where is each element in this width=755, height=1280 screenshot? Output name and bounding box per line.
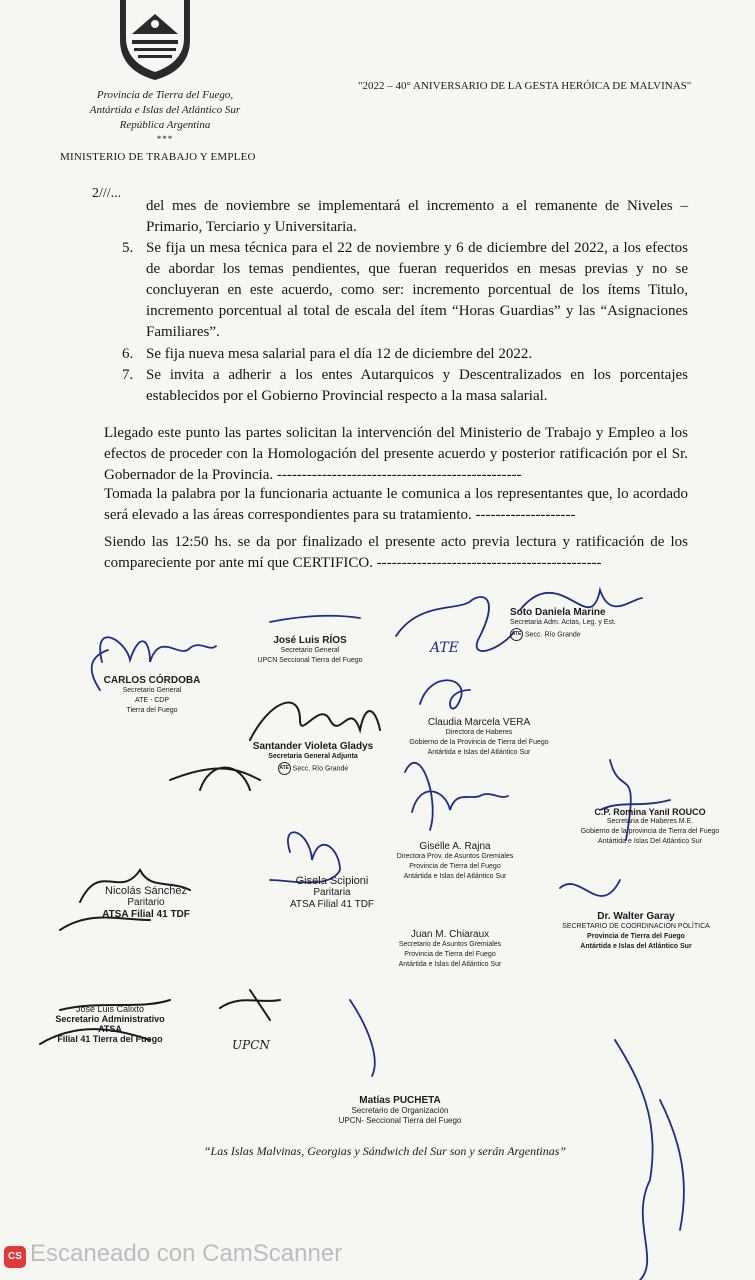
signature-block: [250, 636, 370, 666]
signature-block: [404, 718, 554, 758]
signature-block: [248, 742, 378, 775]
camscanner-logo-icon: CS: [4, 1246, 26, 1268]
signatory-name: Gisela Scipioni: [295, 875, 369, 887]
list-item: [122, 344, 688, 365]
signatory-role: Antártida e Islas del Atlántico Sur: [403, 873, 507, 880]
signature-block: [76, 886, 216, 920]
signature-block: [40, 1004, 180, 1044]
paragraph: Llegado este punto las partes solicitan la intervención del Ministerio de Trabajo y Empleo a los efectos de proceder con la Homologación del presente acuerdo y posterior ratificación por el Sr. Gobernador de la Provincia. -------------------------------------------------: [104, 425, 688, 483]
list-item-number: 7.: [122, 367, 134, 383]
closing-motto: “Las Islas Malvinas, Georgias y Sándwich del Sur son y serán Argentinas”: [203, 1144, 567, 1158]
signatory-role: Secretario General: [280, 647, 340, 654]
continuation-text: del mes de noviembre se implementará el incremento a el remanente de Niveles – Primario, Terciario y Universitaria.: [146, 198, 688, 235]
signatory-role: Provincia de Tierra del Fuego: [404, 951, 496, 958]
signatory-role: UPCN- Seccional Tierra del Fuego: [338, 1116, 462, 1125]
list-item: [122, 365, 688, 407]
coat-of-arms-icon: [112, 0, 198, 80]
paragraph: Tomada la palabra por la funcionaria actuante le comunica a los representantes que, lo acordado será elevado a las áreas correspondientes para su tratamiento. --------------------: [104, 486, 688, 523]
signatory-role: Paritaria: [313, 887, 351, 898]
signatory-role: ATSA Filial 41 TDF: [102, 909, 190, 920]
signature-block: [330, 1096, 470, 1126]
signatory-name: C.P. Romina Yanil ROUCO: [594, 807, 706, 817]
signatory-name: Soto Daniela Marine: [510, 607, 606, 618]
signatory-role: Provincia de Tierra del Fuego: [587, 933, 685, 940]
signatory-role: ATE Secc. Río Grande: [510, 628, 640, 641]
signature-block: [510, 608, 640, 641]
list-item-text: Se invita a adherir a los entes Autarquicos y Descentralizados en los porcentajes establecidos por el Gobierno Provincial respecto a la masa salarial.: [146, 367, 688, 404]
signatory-role: Secretario General: [122, 687, 182, 694]
signatory-role: ATE Secc. Río Grande: [248, 762, 378, 775]
signatory-role: Secretario de Organización: [351, 1106, 449, 1115]
signatory-role: ATSA: [98, 1024, 122, 1034]
signatory-role: Secretaria de Haberes M.E.: [606, 818, 694, 825]
signatory-role: Tierra del Fuego: [126, 707, 178, 714]
signatory-role: Antártida e Islas del Atlántico Sur: [427, 749, 531, 756]
handwritten-ate: ATE: [430, 640, 459, 656]
province-line: Provincia de Tierra del Fuego,: [96, 89, 234, 101]
signatory-role: Directora Prov. de Asuntos Gremiales: [396, 853, 514, 860]
heading-stars: ***: [156, 134, 174, 144]
ministry-name: MINISTERIO DE TRABAJO Y EMPLEO: [60, 151, 256, 163]
signatory-role: Paritario: [127, 897, 165, 908]
signatory-name: Santander Violeta Gladys: [252, 741, 374, 752]
signatory-role: ATSA Filial 41 TDF: [289, 899, 375, 910]
signatory-role: Secretaria General Adjunta: [268, 753, 358, 760]
signatory-role: Antártida e Islas del Atlántico Sur: [398, 961, 502, 968]
signatory-name: CARLOS CÓRDOBA: [103, 675, 201, 686]
province-line: Antártida e Islas del Atlántico Sur: [89, 104, 241, 116]
signatory-role: SECRETARIO DE COORDINACIÓN POLÍTICA: [562, 923, 710, 930]
province-line: República Argentina: [119, 119, 211, 131]
signature-block: [556, 912, 716, 952]
signatory-role: Antártida e Islas del Atlántico Sur: [580, 943, 692, 950]
signatory-name: Juan M. Chiaraux: [410, 929, 490, 940]
page-number: 2///...: [92, 186, 122, 201]
signatory-name: Jose Luis Calixto: [75, 1004, 145, 1014]
handwritten-upcn: UPCN: [232, 1038, 270, 1052]
signature-block: [262, 876, 402, 910]
list-item-number: 6.: [122, 346, 134, 362]
signatory-name: Giselle A. Rajna: [419, 841, 491, 852]
ate-logo-icon: ATE: [510, 628, 523, 641]
signatory-role: Gobierno de la Provincia de Tierra del Fuego: [409, 739, 549, 746]
signature-block: [570, 807, 730, 847]
list-item-text: Se fija un mesa técnica para el 22 de noviembre y 6 de diciembre del 2022, a los efectos de abordar los temas pendientes, que fueran requeridos en mesas previas y no se concluyeran en este acuerdo, como ser: incremento porcentual de los ítems Titulo, incremento porcentual al total de escala del ítem “Horas Guardias” y las “Asignaciones Familiares”.: [146, 240, 688, 340]
list-item-text: Se fija nueva mesa salarial para el día 12 de diciembre del 2022.: [146, 346, 533, 362]
signatory-role: Gobierno de la provincia de Tierra del Fuego: [580, 828, 720, 835]
signatory-name: José Luis RÍOS: [273, 635, 347, 646]
signatory-role: UPCN Seccional Tierra del Fuego: [257, 657, 363, 664]
signatory-name: Claudia Marcela VERA: [427, 717, 531, 728]
signatory-role: Provincia de Tierra del Fuego: [409, 863, 501, 870]
signatory-role: Directora de Haberes: [445, 729, 513, 736]
ate-logo-icon: ATE: [278, 762, 291, 775]
signatory-name: Nicolás Sánchez: [105, 885, 187, 897]
anniversary-motto: "2022 – 40° ANIVERSARIO DE LA GESTA HERÓICA DE MALVINAS": [358, 80, 692, 92]
province-heading: [70, 88, 260, 133]
signatory-name: Dr. Walter Garay: [597, 911, 675, 922]
signatory-role: Secretario de Asuntos Gremiales: [398, 941, 502, 948]
list-item: [122, 238, 688, 343]
signatory-name: Matías PUCHETA: [359, 1095, 441, 1106]
list-item-number: 5.: [122, 240, 134, 256]
paragraph: Siendo las 12:50 hs. se da por finalizado el presente acto previa lectura y ratificación de los compareciente por ante mí que CERTIFICO. ---------------------------------------------: [104, 534, 688, 571]
signatory-role: Secretaria Adm. Actas, Leg. y Est.: [510, 619, 616, 626]
signatory-role: Filial 41 Tierra del Fuego: [57, 1034, 163, 1044]
signatory-role: ATE - CDP: [134, 697, 170, 704]
camscanner-watermark: Escaneado con CamScanner: [30, 1240, 343, 1267]
signature-block: [385, 842, 525, 882]
signature-block: [88, 676, 216, 716]
signature-block: [380, 930, 520, 970]
signatory-role: Secretario Administrativo: [55, 1014, 165, 1024]
signatory-role: Antártida e Islas Del Atlántico Sur: [598, 838, 702, 845]
